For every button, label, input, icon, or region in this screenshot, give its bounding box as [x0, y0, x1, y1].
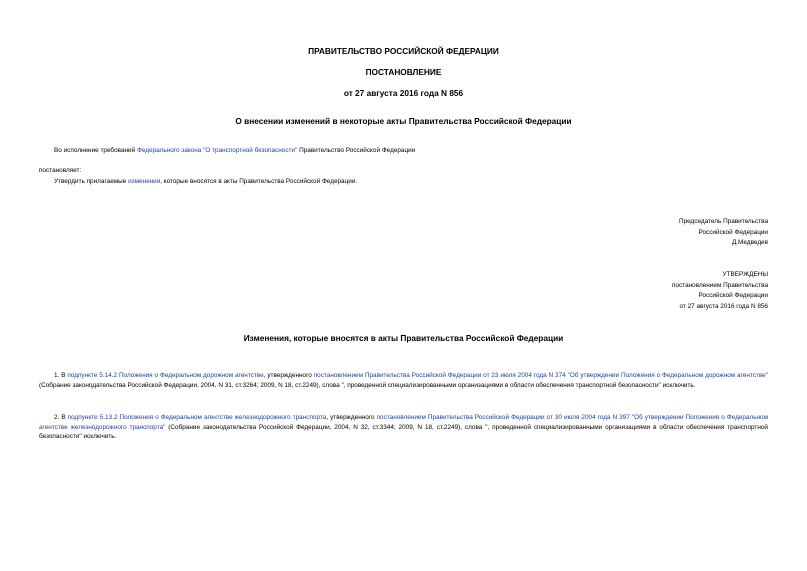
changes-title: Изменения, которые вносятся в акты Правительства Российской Федерации [243, 333, 564, 343]
item-2-number: 2. В [54, 414, 68, 421]
preamble-suffix: Правительство Российской Федерации [297, 147, 416, 154]
approval-line-1: УТВЕРЖДЕНЫ [722, 271, 768, 278]
item-2-resolution-link[interactable]: постановлением Правительства Российской Федерации от 30 июля 2004 года N 397 "Об утверждении Положения о Федеральном агентстве железнодорожного транспорта" [39, 414, 769, 431]
document-title: О внесении изменений в некоторые акты Правительства Российской Федерации [235, 116, 572, 126]
date-number-heading: от 27 августа 2016 года N 856 [343, 88, 464, 98]
approval-line-4: от 27 августа 2016 года N 856 [679, 303, 768, 311]
doc-type-heading: ПОСТАНОВЛЕНИЕ [365, 67, 442, 77]
item-2-subclause-link[interactable]: подпункте 5.13.2 Положения о Федеральном агентстве железнодорожного транспорта [67, 414, 327, 421]
preamble-line [54, 147, 415, 155]
approval-line-3: Российской Федерации [698, 292, 768, 300]
approval-line-2: постановлением Правительства [672, 281, 768, 289]
item-1-subclause-link[interactable]: подпункте 5.14.2 Положения о Федеральном дорожном агентстве [67, 372, 264, 379]
decrees-text: постановляет: [39, 167, 82, 174]
law-link[interactable]: Федерального закона "О транспортной безопасности" [136, 147, 298, 154]
approve-line [54, 178, 357, 186]
item-1-mid: , утвержденного [263, 372, 314, 379]
changes-link[interactable]: изменения [128, 178, 161, 185]
item-2-rest: (Собрание законодательства Российской Федерации, 2004, N 32, ст.3344; 2009, N 18, ст.2249), слова ", проведенной специализированными организациями в области обеспечения транспортной безопасности" исключить. [39, 423, 768, 441]
org-heading: ПРАВИТЕЛЬСТВО РОССИЙСКОЙ ФЕДЕРАЦИИ [308, 46, 499, 56]
preamble-prefix: Во исполнение требований [54, 147, 137, 154]
item-2-mid: , утвержденного [326, 414, 377, 421]
approval-block [672, 270, 768, 313]
approve-suffix: , которые вносятся в акты Правительства Российской Федерации. [160, 178, 358, 185]
approve-prefix: Утвердить прилагаемые [54, 178, 129, 185]
signature-line-3: Д.Медведев [731, 239, 768, 247]
item-1-number: 1. В [54, 372, 68, 379]
signature-line-1: Председатель Правительства [679, 218, 768, 225]
signature-line-2: Российской Федерации [698, 228, 768, 236]
change-item-1 [39, 371, 768, 390]
item-1-resolution-link[interactable]: постановлением Правительства Российской Федерации от 23 июля 2004 года N 374 "Об утверждении Положения о Федеральном дорожном агентстве" [313, 372, 769, 379]
item-1-rest: (Собрание законодательства Российской Федерации, 2004, N 31, ст.3264; 2009, N 18, ст.2249), слова ", проведенной специализированными организациями в области обеспечения транспортной безопасности" исключить. [39, 381, 696, 389]
signature-block [679, 217, 768, 249]
change-item-2 [39, 413, 768, 442]
